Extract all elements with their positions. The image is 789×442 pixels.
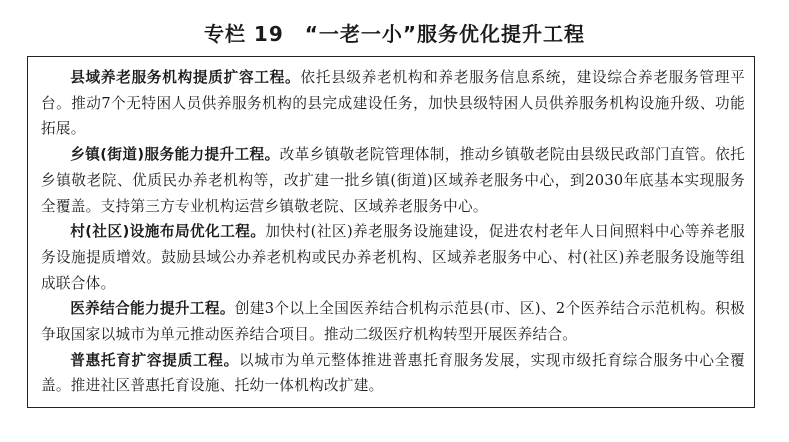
section-body: 以城市为单元整体推进普惠托育服务发展，实现市级托育综合服务中心全覆盖。推进社区普惠托育设施、托幼一体机构改扩建。	[41, 351, 745, 395]
section-heading: 村(社区)设施布局优化工程。	[70, 223, 266, 241]
section-heading: 医养结合能力提升工程。	[70, 300, 235, 318]
section-body: 改革乡镇敬老院管理体制，推动乡镇敬老院由县级民政部门直管。依托乡镇敬老院、优质民办养老机构等，改扩建一批乡镇(街道)区域养老服务中心，到2030年底基本实现服务全覆盖。支持第三方专业机构运营乡镇敬老院、区域养老服务中心。	[41, 146, 745, 215]
section-heading: 普惠托育扩容提质工程。	[70, 351, 239, 369]
column-title: 专栏 19 “一老一小”服务优化提升工程	[203, 22, 586, 46]
section-village-facilities	[41, 219, 745, 296]
section-body: 依托县级养老机构和养老服务信息系统，建设综合养老服务管理平台。推动7个无特困人员供养服务机构的县完成建设任务，加快县级特困人员供养服务机构设施升级、功能拓展。	[41, 69, 745, 138]
section-childcare-expansion	[41, 348, 745, 399]
column-box	[27, 56, 755, 408]
section-body: 加快村(社区)养老服务设施建设，促进农村老年人日间照料中心等养老服务设施提质增效。鼓励县域公办养老机构或民办养老机构、区域养老服务中心、村(社区)养老服务设施等组成联合体。	[41, 223, 745, 292]
section-heading: 县域养老服务机构提质扩容工程。	[70, 69, 301, 86]
section-body: 创建3个以上全国医养结合机构示范县(市、区)、2个医养结合示范机构。积极争取国家以城市为单元推动医养结合项目。推动二级医疗机构转型开展医养结合。	[41, 300, 745, 344]
section-medical-care-integration	[41, 296, 745, 347]
section-heading: 乡镇(街道)服务能力提升工程。	[70, 146, 280, 164]
section-county-elderly-care	[41, 65, 745, 142]
section-township-service	[41, 142, 745, 219]
